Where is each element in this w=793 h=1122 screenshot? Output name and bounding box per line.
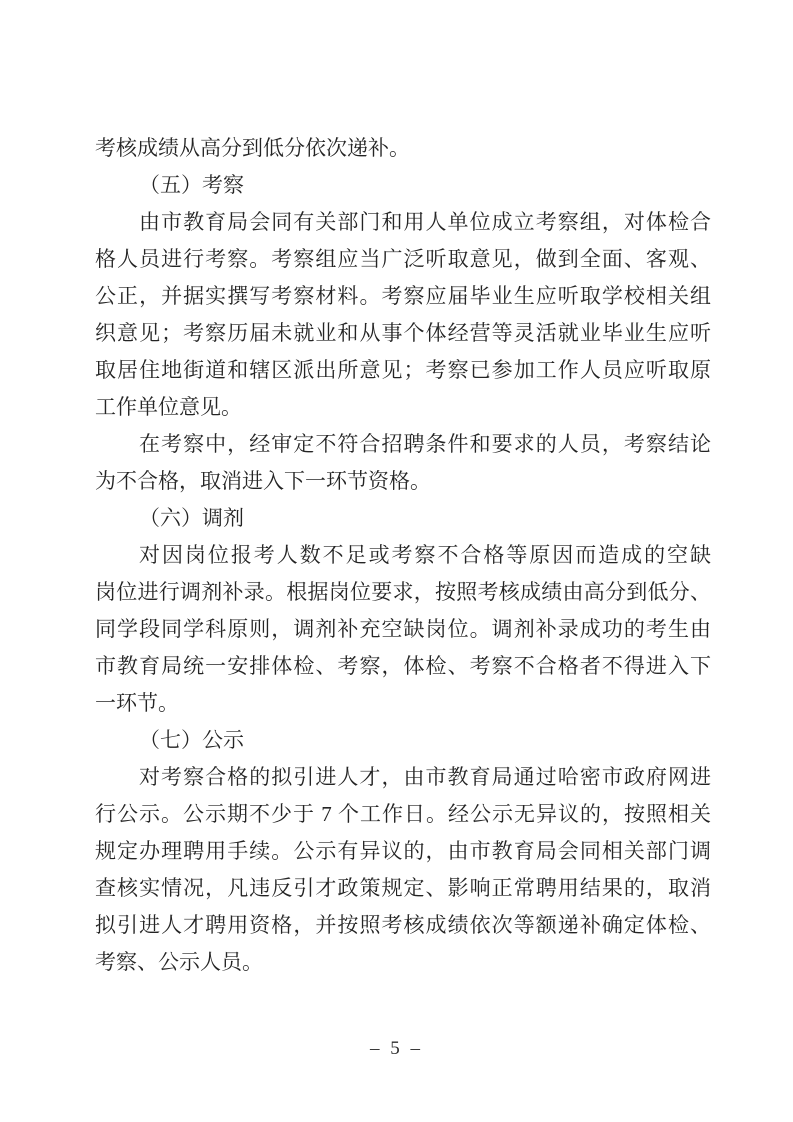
text-line: 格人员进行考察。考察组应当广泛听取意见，做到全面、客观、 [95,247,711,271]
text-line: 取居住地街道和辖区派出所意见；考察已参加工作人员应听取原 [95,358,711,382]
text-line: 岗位进行调剂补录。根据岗位要求，按照考核成绩由高分到低分、 [95,580,711,604]
text-line: 由市教育局会同有关部门和用人单位成立考察组，对体检合 [139,210,711,234]
text-line: 织意见；考察历届未就业和从事个体经营等灵活就业毕业生应听 [95,321,711,345]
text-line: 查核实情况，凡违反引才政策规定、影响正常聘用结果的，取消 [95,876,711,900]
heading-section-7: （七）公示 [139,728,244,752]
heading-section-5: （五）考察 [139,173,244,197]
text-line: 考核成绩从高分到低分依次递补。 [95,136,410,160]
page-number: – 5 – [370,1038,423,1059]
heading-section-6: （六）调剂 [139,506,244,530]
text-line: 对因岗位报考人数不足或考察不合格等原因而造成的空缺 [139,543,711,567]
text-line: 同学段同学科原则，调剂补充空缺岗位。调剂补录成功的考生由 [95,617,711,641]
text-line: 工作单位意见。 [95,395,242,419]
text-line: 在考察中，经审定不符合招聘条件和要求的人员，考察结论 [139,432,711,456]
text-line: 拟引进人才聘用资格，并按照考核成绩依次等额递补确定体检、 [95,913,711,937]
text-line: 为不合格，取消进入下一环节资格。 [95,469,431,493]
text-line: 考察、公示人员。 [95,950,263,974]
document-text-block [95,130,711,981]
text-line: 公正，并据实撰写考察材料。考察应届毕业生应听取学校相关组 [95,284,711,308]
text-line: 对考察合格的拟引进人才，由市教育局通过哈密市政府网进 [139,765,711,789]
text-line: 一环节。 [95,691,179,715]
text-line: 行公示。公示期不少于 7 个工作日。经公示无异议的，按照相关 [95,802,711,826]
text-line: 市教育局统一安排体检、考察，体检、考察不合格者不得进入下 [95,654,711,678]
text-line: 规定办理聘用手续。公示有异议的，由市教育局会同相关部门调 [95,839,711,863]
